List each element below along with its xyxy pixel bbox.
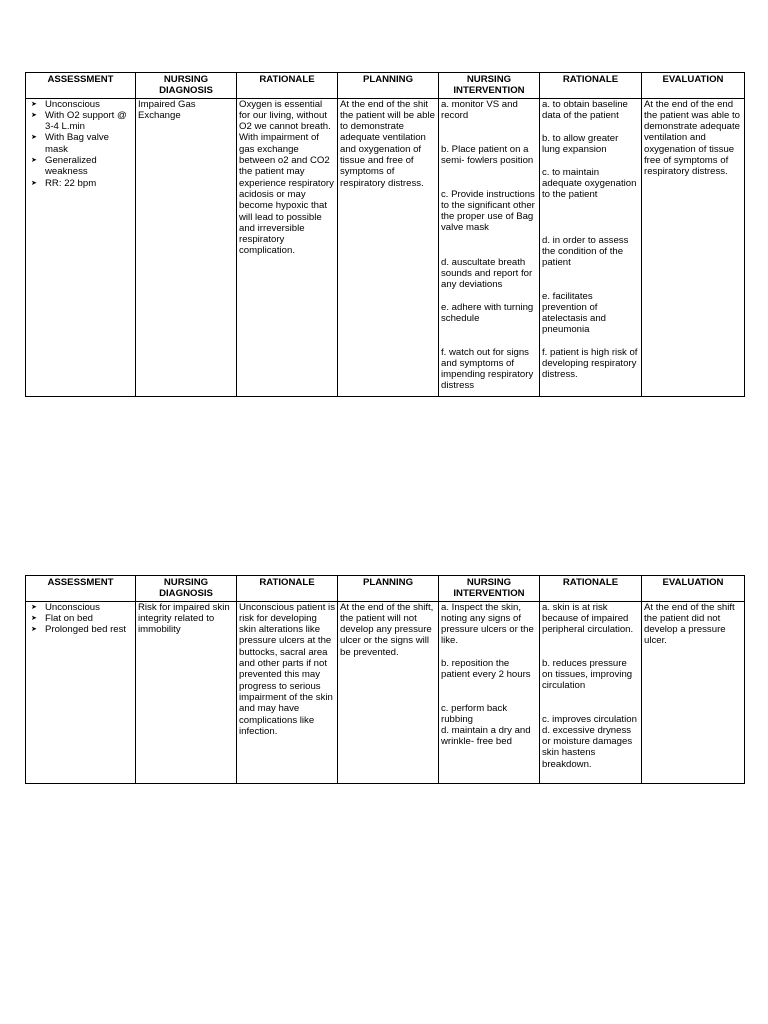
arrowhead-bullet-icon: ➤ bbox=[31, 100, 37, 108]
table-row bbox=[26, 98, 745, 396]
rationale-item: b. to allow greater lung expansion bbox=[542, 132, 619, 155]
list-item: ➤ Flat on bed bbox=[31, 612, 94, 624]
care-plan-table-1 bbox=[25, 72, 745, 397]
intervention-item: d. auscultate breath sounds and report for any deviations bbox=[441, 256, 533, 291]
intervention-item: d. maintain a dry and wrinkle- free bed bbox=[441, 725, 531, 748]
list-item: ➤ Generalized weakness bbox=[31, 155, 97, 178]
intervention-item: c. perform back rubbing bbox=[441, 702, 508, 725]
rationale-item: a. to obtain baseline data of the patient bbox=[542, 98, 628, 121]
evaluation-cell: At the end of the end the patient was able to demonstrate adequate ventilation and oxygenation of tissue free of symptoms of respiratory distress. bbox=[642, 98, 745, 396]
header-rationale: RATIONALE bbox=[237, 576, 338, 602]
header-assessment: ASSESSMENT bbox=[26, 576, 136, 602]
header-planning: PLANNING bbox=[338, 73, 439, 99]
list-item: ➤ RR: 22 bpm bbox=[31, 177, 97, 189]
rationale-item: c. improves circulation bbox=[542, 713, 637, 725]
assessment-cell bbox=[26, 601, 136, 783]
rationale-item: d. in order to assess the condition of the patient bbox=[542, 234, 629, 269]
rationale-item: f. patient is high risk of developing respiratory distress. bbox=[542, 346, 638, 381]
header-nursing-intervention: NURSING INTERVENTION bbox=[439, 73, 540, 99]
arrowhead-bullet-icon: ➤ bbox=[31, 626, 37, 634]
arrowhead-bullet-icon: ➤ bbox=[31, 614, 37, 622]
header-nursing-diagnosis: NURSING DIAGNOSIS bbox=[136, 576, 237, 602]
rationale-item: d. excessive dryness or moisture damages skin hastens breakdown. bbox=[542, 724, 633, 770]
intervention-item: e. adhere with turning schedule bbox=[441, 301, 534, 324]
header-intervention-rationale: RATIONALE bbox=[540, 576, 642, 602]
planning-cell: At the end of the shit the patient will be able to demonstrate adequate ventilation and oxygenation of tissue and free of symptoms of respiratory distress. bbox=[338, 98, 439, 396]
list-item: ➤ Unconscious bbox=[31, 601, 100, 613]
header-planning: PLANNING bbox=[338, 576, 439, 602]
intervention-rationale-cell bbox=[540, 98, 642, 396]
table-row bbox=[26, 601, 745, 783]
rationale-cell: Unconscious patient is risk for developing skin alterations like pressure ulcers at the buttocks, sacral area and other parts if not prevented this may progress to serious impairment of the skin and may have complications like infection. bbox=[237, 601, 338, 783]
arrowhead-bullet-icon: ➤ bbox=[31, 603, 37, 611]
intervention-rationale-cell bbox=[540, 601, 642, 783]
diagnosis-cell: Impaired Gas Exchange bbox=[136, 98, 237, 396]
intervention-item: b. Place patient on a semi- fowlers position bbox=[441, 143, 534, 166]
intervention-item: c. Provide instructions to the significant other the proper use of Bag valve mask bbox=[441, 188, 535, 234]
rationale-item: a. skin is at risk because of impaired peripheral circulation. bbox=[542, 601, 634, 636]
rationale-item: c. to maintain adequate oxygenation to the patient bbox=[542, 166, 637, 201]
intervention-cell bbox=[439, 98, 540, 396]
header-intervention-rationale: RATIONALE bbox=[540, 73, 642, 99]
rationale-item: e. facilitates prevention of atelectasis and pneumonia bbox=[542, 290, 606, 336]
intervention-cell bbox=[439, 601, 540, 783]
header-nursing-diagnosis: NURSING DIAGNOSIS bbox=[136, 73, 237, 99]
header-rationale: RATIONALE bbox=[237, 73, 338, 99]
evaluation-cell: At the end of the shift the patient did not develop a pressure ulcer. bbox=[642, 601, 745, 783]
header-evaluation: EVALUATION bbox=[642, 576, 745, 602]
arrowhead-bullet-icon: ➤ bbox=[31, 157, 37, 165]
arrowhead-bullet-icon: ➤ bbox=[31, 134, 37, 142]
header-nursing-intervention: NURSING INTERVENTION bbox=[439, 576, 540, 602]
arrowhead-bullet-icon: ➤ bbox=[31, 111, 37, 119]
list-item: ➤ Unconscious bbox=[31, 98, 100, 110]
assessment-cell bbox=[26, 98, 136, 396]
care-plan-table-2 bbox=[25, 575, 745, 784]
header-evaluation: EVALUATION bbox=[642, 73, 745, 99]
list-item: ➤ Prolonged bed rest bbox=[31, 624, 127, 636]
arrowhead-bullet-icon: ➤ bbox=[31, 179, 37, 187]
rationale-cell: Oxygen is essential for our living, without O2 we cannot breath. With impairment of gas exchange between o2 and CO2 the patient may experience respiratory acidosis or may become hypoxic that will lead to possible and irreversible respiratory complication. bbox=[237, 98, 338, 396]
intervention-item: b. reposition the patient every 2 hours bbox=[441, 657, 531, 680]
intervention-item: f. watch out for signs and symptoms of impending respiratory distress bbox=[441, 346, 534, 392]
header-row bbox=[26, 73, 745, 99]
rationale-item: b. reduces pressure on tissues, improving circulation bbox=[542, 657, 633, 692]
header-assessment: ASSESSMENT bbox=[26, 73, 136, 99]
intervention-item: a. monitor VS and record bbox=[441, 98, 518, 121]
header-row bbox=[26, 576, 745, 602]
list-item: ➤ With Bag valve mask bbox=[31, 132, 109, 155]
intervention-item: a. Inspect the skin, noting any signs of pressure ulcers or the like. bbox=[441, 601, 534, 647]
list-item: ➤ With O2 support @ 3-4 L.min bbox=[31, 109, 127, 133]
diagnosis-cell: Risk for impaired skin integrity related to immobility bbox=[136, 601, 237, 783]
planning-cell: At the end of the shift, the patient will not develop any pressure ulcer or the signs will be prevented. bbox=[338, 601, 439, 783]
